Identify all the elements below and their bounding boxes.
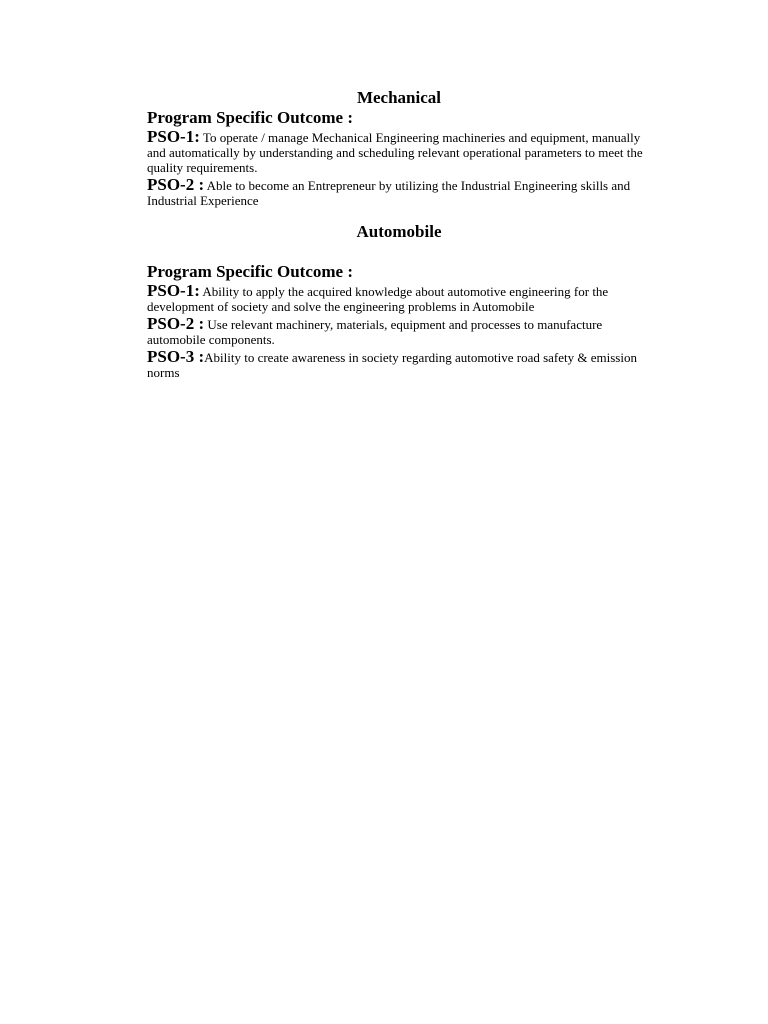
pso-item [147,129,647,175]
pso-item [147,283,647,314]
pso-text: To operate / manage Mechanical Engineering machineries and equipment, manually and automatically by understanding and scheduling relevant operational parameters to meet the quality requirements. [147,130,643,175]
pso-item [147,349,647,380]
program-specific-outcome-heading: Program Specific Outcome : [147,108,353,127]
pso-label: PSO-2 : [147,314,205,333]
pso-item [147,177,647,208]
pso-label: PSO-3 : [147,347,205,366]
document-page [147,88,647,380]
pso-text: Ability to apply the acquired knowledge about automotive engineering for the development of society and solve the engineering problems in Automobile [147,284,609,314]
pso-label: PSO-2 : [147,175,205,194]
pso-text: Use relevant machinery, materials, equipment and processes to manufacture automobile components. [147,317,603,347]
program-specific-outcome-heading: Program Specific Outcome : [147,262,353,281]
pso-item [147,316,647,347]
pso-label: PSO-1: [147,281,200,300]
section-title-mechanical: Mechanical [356,88,442,107]
pso-text: Able to become an Entrepreneur by utilizing the Industrial Engineering skills and Industrial Experience [147,178,631,208]
pso-label: PSO-1: [147,127,200,146]
pso-text: Ability to create awareness in society regarding automotive road safety & emission norms [147,350,637,380]
section-title-automobile: Automobile [356,222,442,241]
